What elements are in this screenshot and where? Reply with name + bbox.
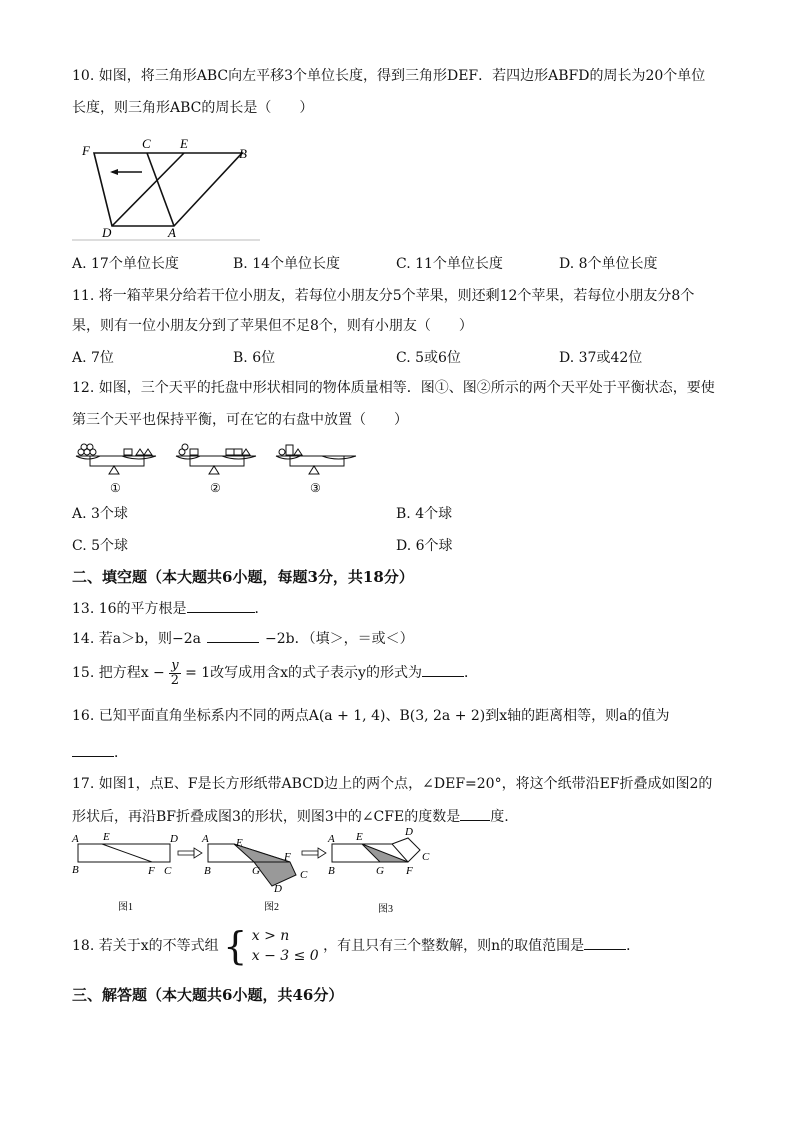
- q18: [72, 924, 640, 968]
- section-2-heading: 二、填空题（本大题共6小题，每题3分，共18分）: [72, 568, 414, 586]
- q16-stem: 16. 已知平面直角坐标系内不同的两点A(a + 1, 4)、B(3, 2a + 2)到x轴的距离相等，则a的值为: [72, 708, 670, 724]
- q16-end: ．: [114, 745, 128, 761]
- balance-2-label: ②: [210, 481, 221, 495]
- q14-answer-blank[interactable]: [207, 628, 259, 643]
- fig1-label-F: F: [148, 865, 155, 877]
- fig3-label-F: F: [406, 865, 413, 877]
- q15-text: 15. 把方程x −: [72, 665, 165, 681]
- balance-3: [276, 445, 356, 495]
- fig3-caption: 图3: [378, 904, 393, 915]
- q10-label-A: A: [168, 225, 176, 240]
- fig3-label-B: B: [328, 865, 335, 877]
- q18-text: 18. 若关于x的不等式组: [72, 938, 219, 954]
- q17-stem-line2: [72, 806, 509, 827]
- fig2-label-C: C: [300, 869, 308, 881]
- q18-ineq-1: x > n: [251, 928, 290, 944]
- q18-brace: {: [223, 924, 248, 968]
- fig2-label-G: G: [252, 865, 260, 877]
- q18-answer-blank[interactable]: [584, 935, 626, 950]
- q10-figure: [72, 136, 272, 246]
- q15: [72, 656, 478, 690]
- q10-label-B: B: [239, 146, 247, 161]
- fig1-caption: 图1: [118, 902, 133, 913]
- fig2-label-E: E: [236, 837, 243, 849]
- q12-option-d: D. 6个球: [396, 538, 453, 554]
- q14: [72, 628, 414, 649]
- q13-answer-blank[interactable]: [187, 598, 255, 613]
- q10-label-F: F: [82, 143, 90, 158]
- q11-option-d: D. 37或42位: [559, 350, 643, 366]
- q16-answer-line: [72, 742, 128, 763]
- q11-stem-line2: 果，则有一位小朋友分到了苹果但不足8个，则有小朋友（ ）: [72, 318, 473, 334]
- q16-answer-blank[interactable]: [72, 742, 114, 757]
- q10-label-E: E: [180, 136, 188, 151]
- fig2-label-B: B: [204, 865, 211, 877]
- fig2-label-D: D: [274, 883, 282, 895]
- q18-end: ．: [626, 938, 641, 954]
- q17-text: 形状后，再沿BF折叠成图3的形状，则图3中的∠CFE的度数是: [72, 809, 461, 825]
- q12-option-c: C. 5个球: [72, 538, 129, 554]
- balance-1: [76, 444, 156, 495]
- q18-system: [252, 926, 319, 966]
- q15-answer-blank[interactable]: [422, 662, 464, 677]
- q12-option-b: B. 4个球: [396, 506, 453, 522]
- q14-end: −2b．（填＞，＝或＜）: [265, 631, 414, 647]
- q17-arrow-1-icon: [178, 848, 202, 858]
- q11-stem-line1: 11. 将一箱苹果分给若干位小朋友，若每位小朋友分5个苹果，则还剩12个苹果，若每位小朋友分8个: [72, 288, 695, 304]
- fig2-label-A: A: [202, 833, 209, 845]
- q17-end: 度.: [490, 809, 509, 825]
- balance-3-label: ③: [310, 481, 321, 495]
- fig2-label-F: F: [284, 851, 291, 863]
- q10-option-d: D. 8个单位长度: [559, 256, 658, 272]
- q10-label-C: C: [142, 136, 151, 151]
- q12-stem-line1: 12. 如图，三个天平的托盘中形状相同的物体质量相等．图①、图②所示的两个天平处于平衡状态，要使: [72, 380, 715, 396]
- q10-stem-line1: 10. 如图，将三角形ABC向左平移3个单位长度，得到三角形DEF．若四边形ABFD的周长为20个单位: [72, 68, 706, 84]
- q17-answer-blank[interactable]: [460, 806, 490, 821]
- q13-end: ．: [254, 601, 269, 617]
- fig1-label-D: D: [170, 833, 178, 845]
- fig3-label-G: G: [376, 865, 384, 877]
- q10-option-a: A. 17个单位长度: [72, 256, 179, 272]
- q10-label-D: D: [102, 225, 112, 240]
- fig1-label-B: B: [72, 864, 79, 876]
- q11-option-c: C. 5或6位: [396, 350, 461, 366]
- q15-frac-top: y: [171, 657, 179, 673]
- q15-frac-bottom: 2: [170, 672, 180, 688]
- q18-text-mid: ，有且只有三个整数解，则n的取值范围是: [323, 938, 585, 954]
- fig3-label-A: A: [328, 833, 335, 845]
- q12-stem-line2: 第三个天平也保持平衡，可在它的右盘中放置（ ）: [72, 412, 408, 428]
- q17-figure-3: [327, 826, 430, 915]
- q10-stem-line2: 长度，则三角形ABC的周长是（ ）: [72, 100, 314, 116]
- q15-end: ．: [463, 665, 478, 681]
- fig2-caption: 图2: [264, 902, 279, 913]
- q14-text: 14. 若a＞b，则−2a: [72, 631, 202, 647]
- q13-text: 13. 16的平方根是: [72, 601, 187, 617]
- section-3-heading: 三、解答题（本大题共6小题，共46分）: [72, 986, 344, 1004]
- fig3-label-D: D: [405, 826, 413, 838]
- q12-option-a: A. 3个球: [72, 506, 128, 522]
- balance-2: [176, 444, 256, 495]
- q13: [72, 598, 269, 619]
- q15-fraction: [169, 659, 180, 688]
- q17-figure-1: [71, 831, 178, 913]
- q18-ineq-2: x − 3 ≤ 0: [251, 948, 319, 964]
- q17-figures: [72, 826, 442, 920]
- q12-figure: [72, 436, 372, 496]
- q17-arrow-2-icon: [302, 848, 326, 858]
- fig1-label-C: C: [164, 865, 172, 877]
- balance-1-label: ①: [110, 481, 121, 495]
- q15-text-mid: = 1改写成用含x的式子表示y的形式为: [185, 665, 422, 681]
- fig1-label-A: A: [72, 833, 79, 845]
- q17-stem-line1: 17. 如图1，点E、F是长方形纸带ABCD边上的两个点，∠DEF=20°，将这个纸带沿EF折叠成如图2的: [72, 776, 713, 792]
- q11-option-b: B. 6位: [233, 350, 276, 366]
- fig3-label-E: E: [356, 831, 363, 843]
- q17-figure-2: [201, 833, 308, 913]
- fig3-label-C: C: [422, 851, 430, 863]
- q10-option-b: B. 14个单位长度: [233, 256, 341, 272]
- q11-option-a: A. 7位: [72, 350, 114, 366]
- q10-option-c: C. 11个单位长度: [396, 256, 503, 272]
- fig1-label-E: E: [103, 831, 110, 843]
